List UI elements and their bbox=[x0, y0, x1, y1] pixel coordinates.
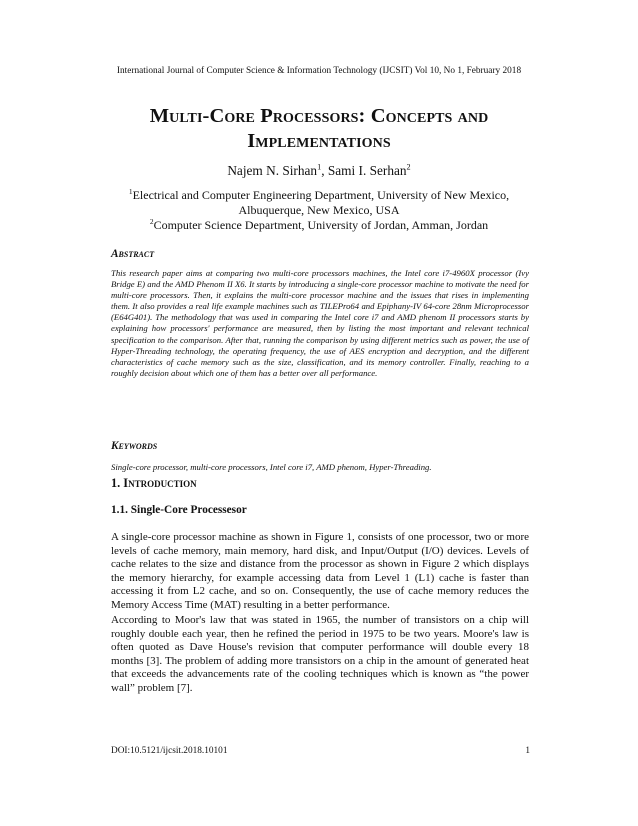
abstract-text: This research paper aims at comparing two multi-core processors machines, the Intel core i7-4960X processor (Ivy Bridge E) and the AMD Phenom II X6. It starts by introducing a single-core processor machine to motivate the need for multi-core processors. Then, it explains the multi-core processor machine and the issues that rises in implementing them. It also provides a real life example machines such as TILEPro64 and Epiphany-IV 64-core 28nm Microprocessor (E64G401). The methodology that was used in comparing the Intel core i7 and AMD phenom II processors starts by explaining how processors' performance are measured, then by listing the most important and relevant technical specification to the comparison. After that, running the comparison by using different metrics such as power, the use of Hyper-Threading technology, the operating frequency, the use of AES encryption and decryption, and the different characteristics of cache memory such as the size, classification, and its memory controller. Finally, reaching to a roughly decision about which one of them has a better over all performance. bbox=[111, 268, 529, 378]
abstract-heading: Abstract bbox=[111, 248, 155, 260]
footer-doi: DOI:10.5121/ijcsit.2018.10101 bbox=[111, 746, 228, 756]
affiliation-mark: 1 bbox=[128, 187, 133, 196]
body-paragraph: A single-core processor machine as shown in Figure 1, consists of one processor, two or more levels of cache memory, main memory, hard disk, and Input/Output (I/O) devices. Levels of cache relates to the size and distance from the processor as shown in Figure 2 which displays the memory hierarchy, for example accessing data from Level 1 (L1) cache is faster than accessing it from L2 cache, and so on. Consequently, the use of cache memory reduces the Memory Access Time (MAT) resulting in a better performance. bbox=[111, 531, 529, 611]
author-name: Najem N. Sirhan bbox=[227, 163, 318, 178]
keywords-text: Single-core processor, multi-core processors, Intel core i7, AMD phenom, Hyper-Threading. bbox=[111, 462, 432, 472]
author-list bbox=[0, 163, 638, 179]
journal-header: International Journal of Computer Science & Information Technology (IJCSIT) Vol 10, No 1, February 2018 bbox=[116, 66, 522, 76]
author-separator: , bbox=[321, 163, 328, 178]
keywords-heading: Keywords bbox=[111, 440, 158, 452]
author-affil-mark: 1 bbox=[317, 162, 322, 172]
body-paragraph: According to Moor's law that was stated in 1965, the number of transistors on a chip will roughly double each year, then he refined the period in 1975 to be two years. Moore's law is often quoted as Dave House's revision that computer performance will double every 18 months [3]. The problem of adding more transistors on a chip in the amount of generated heat that exceeds the advancements rate of the cooling techniques which is known as “the power wall” problem [7]. bbox=[111, 614, 529, 694]
affiliation-1: $^1$Electrical and Computer Engineering Department, University of New Mexico, bbox=[128, 187, 510, 202]
page-number: 1 bbox=[525, 746, 530, 756]
affiliation-2: $^2$Computer Science Department, University of Jordan, Amman, Jordan bbox=[149, 216, 489, 232]
affiliations bbox=[80, 188, 558, 232]
author-name: Sami I. Serhan bbox=[327, 163, 407, 178]
title-line-1: Multi-Core Processors: Concepts and bbox=[149, 105, 489, 127]
title-line-2: Implementations bbox=[247, 130, 391, 152]
affiliation-1-cont: Albuquerque, New Mexico, USA bbox=[238, 202, 400, 217]
paper-title bbox=[60, 104, 578, 154]
subsection-heading: 1.1. Single-Core Processesor bbox=[111, 504, 247, 516]
section-heading: 1. Introduction bbox=[111, 476, 197, 490]
author-affil-mark: 2 bbox=[406, 162, 411, 172]
affiliation-mark: 2 bbox=[149, 216, 154, 226]
